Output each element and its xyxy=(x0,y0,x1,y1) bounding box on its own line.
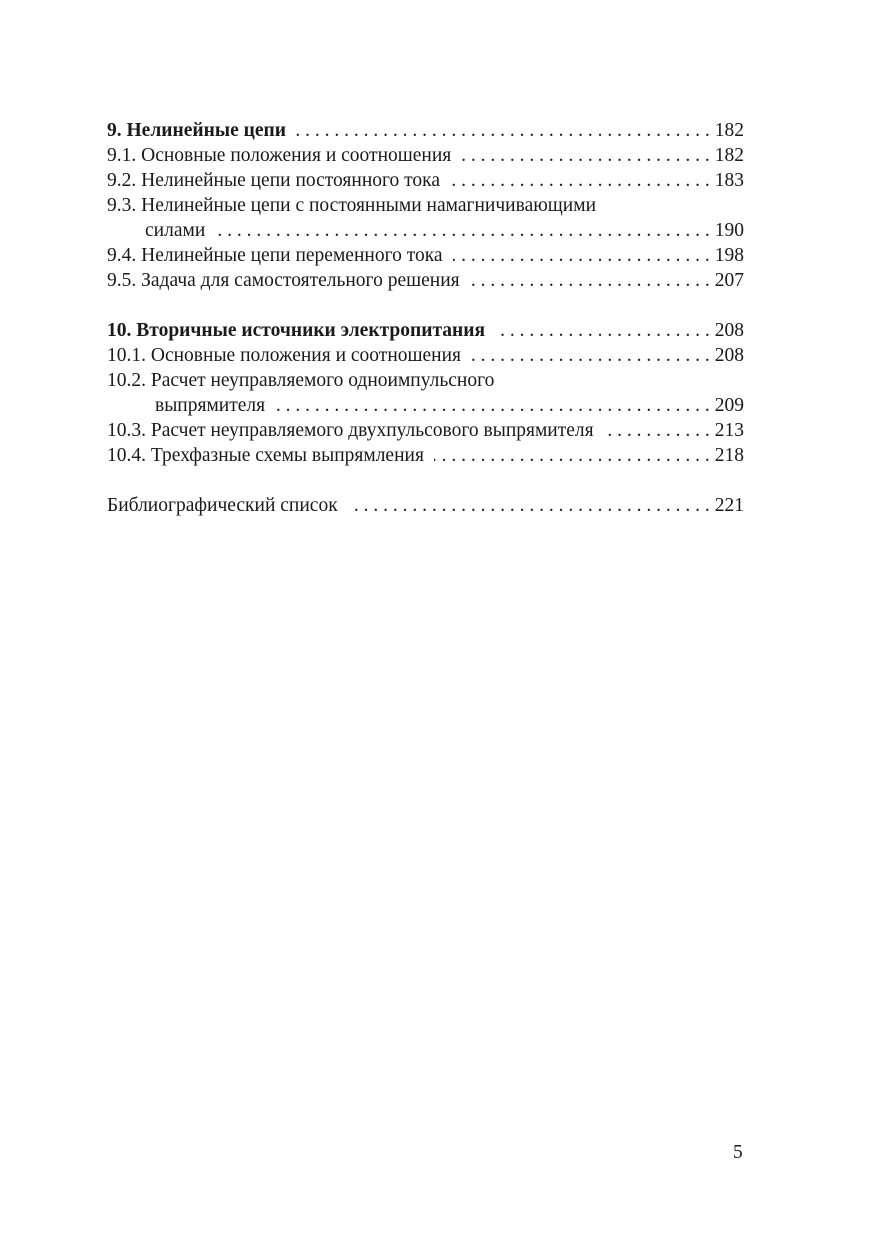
toc-entry-title-continuation: силами xyxy=(145,220,206,241)
toc-entry-page: 213 xyxy=(714,420,744,441)
toc-entry[interactable] xyxy=(107,493,744,518)
toc-entry-continuation xyxy=(107,218,744,243)
toc-entry-page: 183 xyxy=(714,170,744,191)
toc-chapter-9 xyxy=(107,118,744,293)
toc-chapter-10 xyxy=(107,318,744,468)
toc-entry-title: 9.3. Нелинейные цепи с постоянными намагничивающими xyxy=(107,195,597,216)
toc-chapter-heading[interactable] xyxy=(107,318,744,343)
toc-entry-title: 9. Нелинейные цепи xyxy=(107,120,286,141)
toc-entry[interactable] xyxy=(107,168,744,193)
toc-entry-title: 9.1. Основные положения и соотношения xyxy=(107,145,452,166)
dot-leader xyxy=(470,268,710,293)
toc-entry-title: 10. Вторичные источники электропитания xyxy=(107,320,486,341)
dot-leader xyxy=(275,393,710,418)
toc-entry[interactable] xyxy=(107,243,744,268)
toc-entry-page: 209 xyxy=(714,395,744,416)
table-of-contents xyxy=(107,118,744,543)
dot-leader xyxy=(348,493,710,518)
toc-entry-page: 182 xyxy=(714,145,744,166)
toc-entry[interactable] xyxy=(107,343,744,368)
toc-entry-page: 207 xyxy=(714,270,744,291)
dot-leader xyxy=(453,243,710,268)
toc-entry-page: 208 xyxy=(714,345,744,366)
toc-entry-title: 9.5. Задача для самостоятельного решения xyxy=(107,270,460,291)
toc-entry-continuation xyxy=(107,393,744,418)
dot-leader xyxy=(471,343,710,368)
toc-entry-title: 10.4. Трехфазные схемы выпрямления xyxy=(107,445,424,466)
toc-entry-title: Библиографический список xyxy=(107,495,338,516)
toc-entry-title: 9.2. Нелинейные цепи постоянного тока xyxy=(107,170,441,191)
toc-entry[interactable] xyxy=(107,443,744,468)
toc-entry-page: 221 xyxy=(714,495,744,516)
toc-entry-title: 10.3. Расчет неуправляемого двухпульсового выпрямителя xyxy=(107,420,594,441)
toc-entry-page: 190 xyxy=(714,220,744,241)
dot-leader xyxy=(434,443,710,468)
dot-leader xyxy=(604,418,710,443)
dot-leader xyxy=(461,143,709,168)
dot-leader xyxy=(450,168,710,193)
toc-entry-title: 9.4. Нелинейные цепи переменного тока xyxy=(107,245,443,266)
dot-leader xyxy=(215,218,709,243)
toc-chapter-heading[interactable] xyxy=(107,118,744,143)
toc-entry-page: 208 xyxy=(714,320,744,341)
dot-leader xyxy=(495,318,710,343)
toc-entry-page: 182 xyxy=(714,120,744,141)
toc-entry-title-continuation: выпрямителя xyxy=(155,395,266,416)
toc-entry-page: 198 xyxy=(714,245,744,266)
toc-entry-title: 10.1. Основные положения и соотношения xyxy=(107,345,462,366)
toc-entry[interactable] xyxy=(107,368,744,418)
dot-leader xyxy=(296,118,710,143)
toc-entry-page: 218 xyxy=(714,445,744,466)
page-number: 5 xyxy=(733,1142,743,1163)
toc-entry[interactable] xyxy=(107,268,744,293)
toc-entry[interactable] xyxy=(107,418,744,443)
toc-entry-title: 10.2. Расчет неуправляемого одноимпульсного xyxy=(107,370,495,391)
toc-entry[interactable] xyxy=(107,143,744,168)
toc-bibliography xyxy=(107,493,744,518)
toc-entry[interactable] xyxy=(107,193,744,243)
